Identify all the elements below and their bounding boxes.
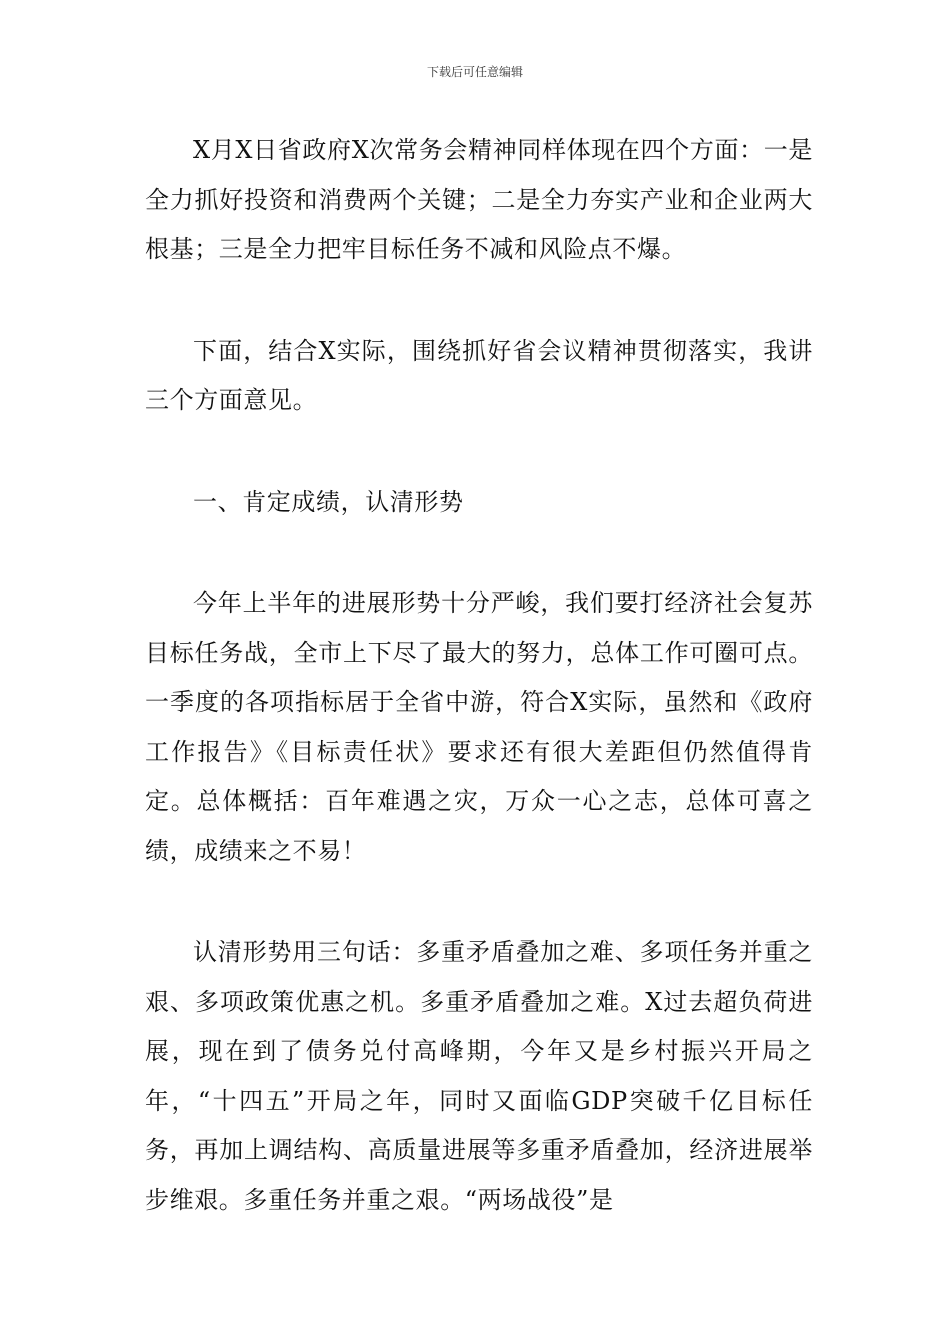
header-note: 下载后可任意编辑 xyxy=(426,65,523,79)
document-body xyxy=(145,126,813,1225)
paragraph-achievements: 今年上半年的进展形势十分严峻，我们要打经济社会复苏目标任务战，全市上下尽了最大的努力，总体工作可圈可点。一季度的各项指标居于全省中游，符合X实际，虽然和《政府工作报告》《目标责任状》要求还有很大差距但仍然值得肯定。总体概括：百年难遇之灾，万众一心之志，总体可喜之绩，成绩来之不易！ xyxy=(145,589,813,865)
section-heading: 一、肯定成绩，认清形势 xyxy=(193,487,464,516)
paragraph-intro: 下面，结合X实际，围绕抓好省会议精神贯彻落实，我讲三个方面意见。 xyxy=(145,336,813,414)
paragraph-gap xyxy=(145,527,813,579)
paragraph-gap xyxy=(145,876,813,928)
paragraph-situation: 认清形势用三句话：多重矛盾叠加之难、多项任务并重之艰、多项政策优惠之机。多重矛盾叠加之难。X过去超负荷进展，现在到了债务兑付高峰期，今年又是乡村振兴开局之年，“十四五”开局之年，同时又面临GDP突破千亿目标任务，再加上调结构、高质量进展等多重矛盾叠加，经济进展举步维艰。多重任务并重之艰。“两场战役”是 xyxy=(145,938,813,1214)
paragraph-gap xyxy=(145,426,813,478)
paragraph-gap xyxy=(145,275,813,327)
paragraph-meeting-spirit: X月X日省政府X次常务会精神同样体现在四个方面：一是全力抓好投资和消费两个关键；二是全力夯实产业和企业两大根基；三是全力把牢目标任务不减和风险点不爆。 xyxy=(145,136,813,263)
